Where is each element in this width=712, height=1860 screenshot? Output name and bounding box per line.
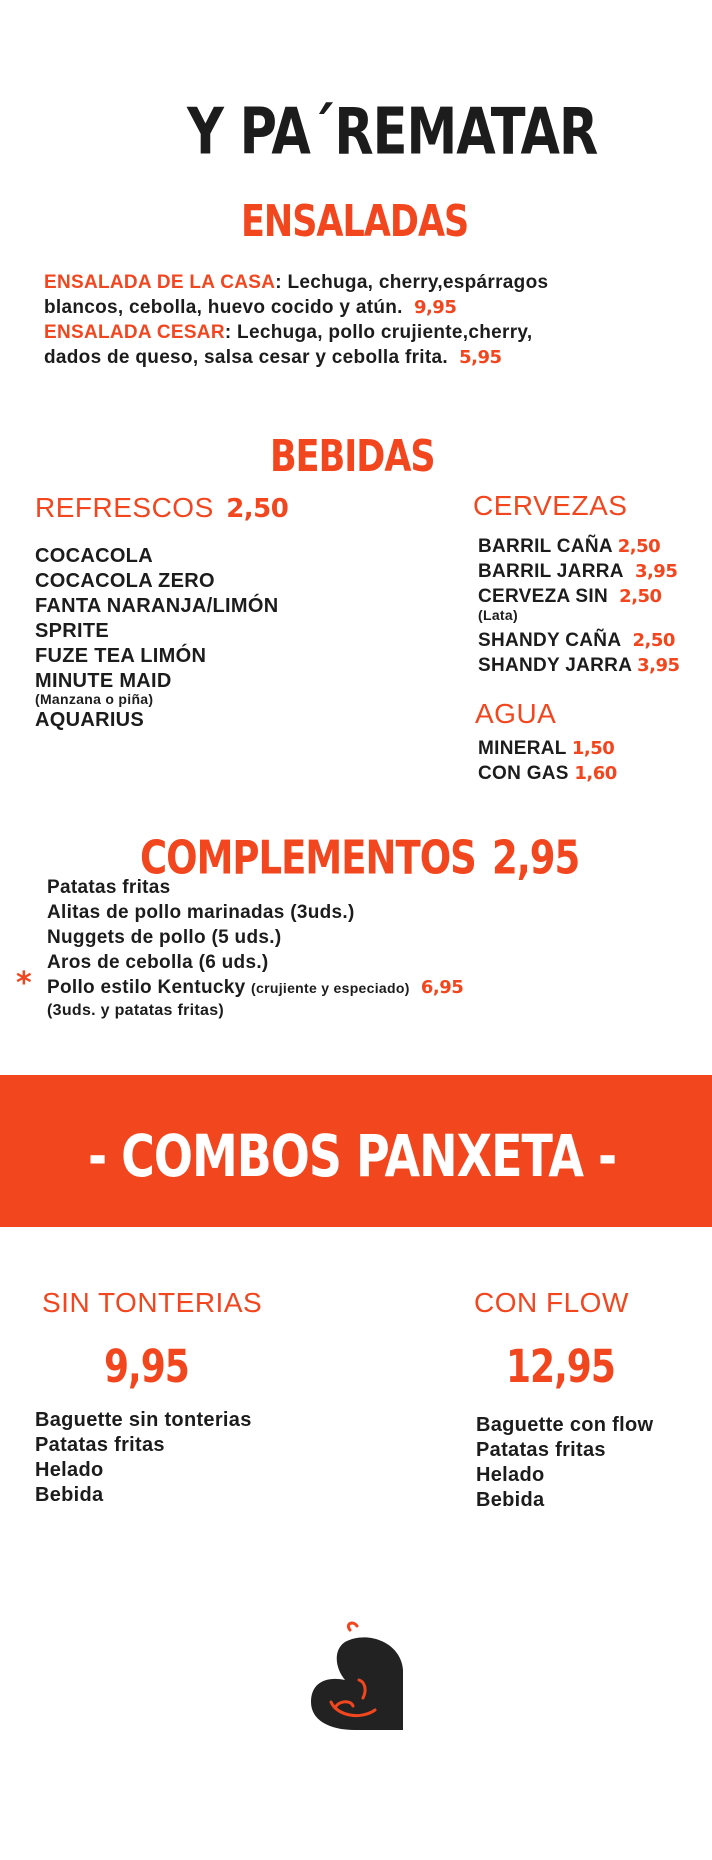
cervezas-list bbox=[478, 534, 680, 678]
ensalada-cesar-desc2: dados de queso, salsa cesar y cebolla frita. bbox=[44, 347, 448, 368]
list-item: Baguette sin tonterias bbox=[35, 1409, 252, 1431]
agua-price: 1,50 bbox=[571, 738, 615, 759]
page-title: Y PA´REMATAR bbox=[187, 96, 598, 170]
list-item bbox=[478, 736, 617, 761]
list-item: FANTA NARANJA/LIMÓN bbox=[35, 595, 279, 617]
ensalada-cesar bbox=[44, 320, 532, 370]
combo-con-flow-list bbox=[476, 1413, 653, 1513]
list-item: Patatas fritas bbox=[476, 1439, 606, 1461]
cerveza-name: CERVEZA SIN bbox=[478, 586, 608, 607]
ensalada-casa-desc2: blancos, cebolla, huevo cocido y atún. bbox=[44, 297, 403, 318]
kentucky-price: 6,95 bbox=[420, 977, 464, 998]
ensalada-casa-name: ENSALADA DE LA CASA bbox=[44, 272, 276, 293]
ensaladas-title: ENSALADAS bbox=[241, 197, 469, 247]
list-item: FUZE TEA LIMÓN bbox=[35, 645, 207, 667]
agua-name: CON GAS bbox=[478, 763, 569, 784]
combo-sin-tonterias-price: 9,95 bbox=[104, 1342, 189, 1394]
list-item: AQUARIUS bbox=[35, 709, 145, 731]
panxeta-logo-icon bbox=[305, 1620, 405, 1732]
cerveza-price: 3,95 bbox=[634, 561, 678, 582]
cerveza-price: 2,50 bbox=[617, 536, 661, 557]
kentucky-detail: (3uds. y patatas fritas) bbox=[47, 1002, 225, 1019]
cerveza-price: 3,95 bbox=[637, 655, 680, 676]
list-item: COCACOLA ZERO bbox=[35, 570, 215, 592]
list-item bbox=[478, 653, 680, 678]
combos-banner-title: - COMBOS PANXETA - bbox=[88, 1122, 617, 1190]
complementos-title: COMPLEMENTOS bbox=[140, 831, 476, 885]
list-item: COCACOLA bbox=[35, 545, 153, 567]
list-item: Aros de cebolla (6 uds.) bbox=[47, 952, 269, 973]
minute-maid-note: (Manzana o piña) bbox=[35, 691, 154, 707]
combo-sin-tonterias-list bbox=[35, 1408, 252, 1508]
list-item: Nuggets de pollo (5 uds.) bbox=[47, 927, 282, 948]
cerveza-sin-note: (Lata) bbox=[478, 607, 518, 623]
list-item: Bebida bbox=[476, 1489, 545, 1511]
list-item: SPRITE bbox=[35, 620, 110, 642]
refrescos-heading bbox=[35, 492, 288, 524]
refrescos-price: 2,50 bbox=[226, 494, 289, 524]
agua-title: AGUA bbox=[475, 698, 557, 729]
list-item bbox=[478, 628, 680, 653]
refrescos-list bbox=[35, 544, 278, 733]
list-item bbox=[478, 584, 680, 609]
list-item: Helado bbox=[476, 1464, 545, 1486]
ensalada-cesar-price: 5,95 bbox=[459, 347, 502, 368]
list-item bbox=[47, 975, 463, 1001]
ensalada-cesar-name: ENSALADA CESAR bbox=[44, 322, 225, 343]
list-item: Patatas fritas bbox=[35, 1434, 165, 1456]
combo-con-flow-price: 12,95 bbox=[506, 1342, 615, 1394]
bebidas-title: BEBIDAS bbox=[270, 432, 435, 482]
list-item bbox=[478, 761, 617, 786]
refrescos-title: REFRESCOS bbox=[35, 492, 214, 523]
combo-sin-tonterias-title: SIN TONTERIAS bbox=[42, 1287, 263, 1318]
agua-list bbox=[478, 736, 617, 786]
list-item: MINUTE MAID bbox=[35, 670, 172, 692]
agua-name: MINERAL bbox=[478, 738, 567, 759]
cerveza-name: BARRIL CAÑA bbox=[478, 536, 613, 557]
cerveza-name: SHANDY JARRA bbox=[478, 655, 632, 676]
asterisk-icon: * bbox=[16, 966, 32, 1001]
cervezas-title: CERVEZAS bbox=[473, 490, 628, 521]
list-item: Baguette con flow bbox=[476, 1414, 654, 1436]
cerveza-name: BARRIL JARRA bbox=[478, 561, 624, 582]
combo-con-flow-title: CON FLOW bbox=[474, 1287, 629, 1318]
ensalada-casa bbox=[44, 270, 548, 320]
cerveza-price: 2,50 bbox=[632, 630, 675, 651]
complementos-price: 2,95 bbox=[492, 831, 580, 885]
kentucky-name: Pollo estilo Kentucky bbox=[47, 977, 246, 998]
agua-price: 1,60 bbox=[574, 763, 617, 784]
ensalada-cesar-desc1: : Lechuga, pollo crujiente,cherry, bbox=[224, 322, 533, 343]
ensalada-casa-desc1: : Lechuga, cherry,espárragos bbox=[275, 272, 549, 293]
list-item: Helado bbox=[35, 1459, 104, 1481]
cerveza-name: SHANDY CAÑA bbox=[478, 630, 622, 651]
list-item bbox=[478, 534, 680, 559]
kentucky-note: (crujiente y especiado) bbox=[251, 980, 410, 996]
list-item bbox=[478, 559, 680, 584]
list-item: Alitas de pollo marinadas (3uds.) bbox=[47, 902, 355, 923]
list-item: Patatas fritas bbox=[47, 877, 171, 898]
complementos-list bbox=[47, 875, 463, 1021]
ensalada-casa-price: 9,95 bbox=[413, 297, 457, 318]
list-item: Bebida bbox=[35, 1484, 104, 1506]
cerveza-price: 2,50 bbox=[619, 586, 662, 607]
